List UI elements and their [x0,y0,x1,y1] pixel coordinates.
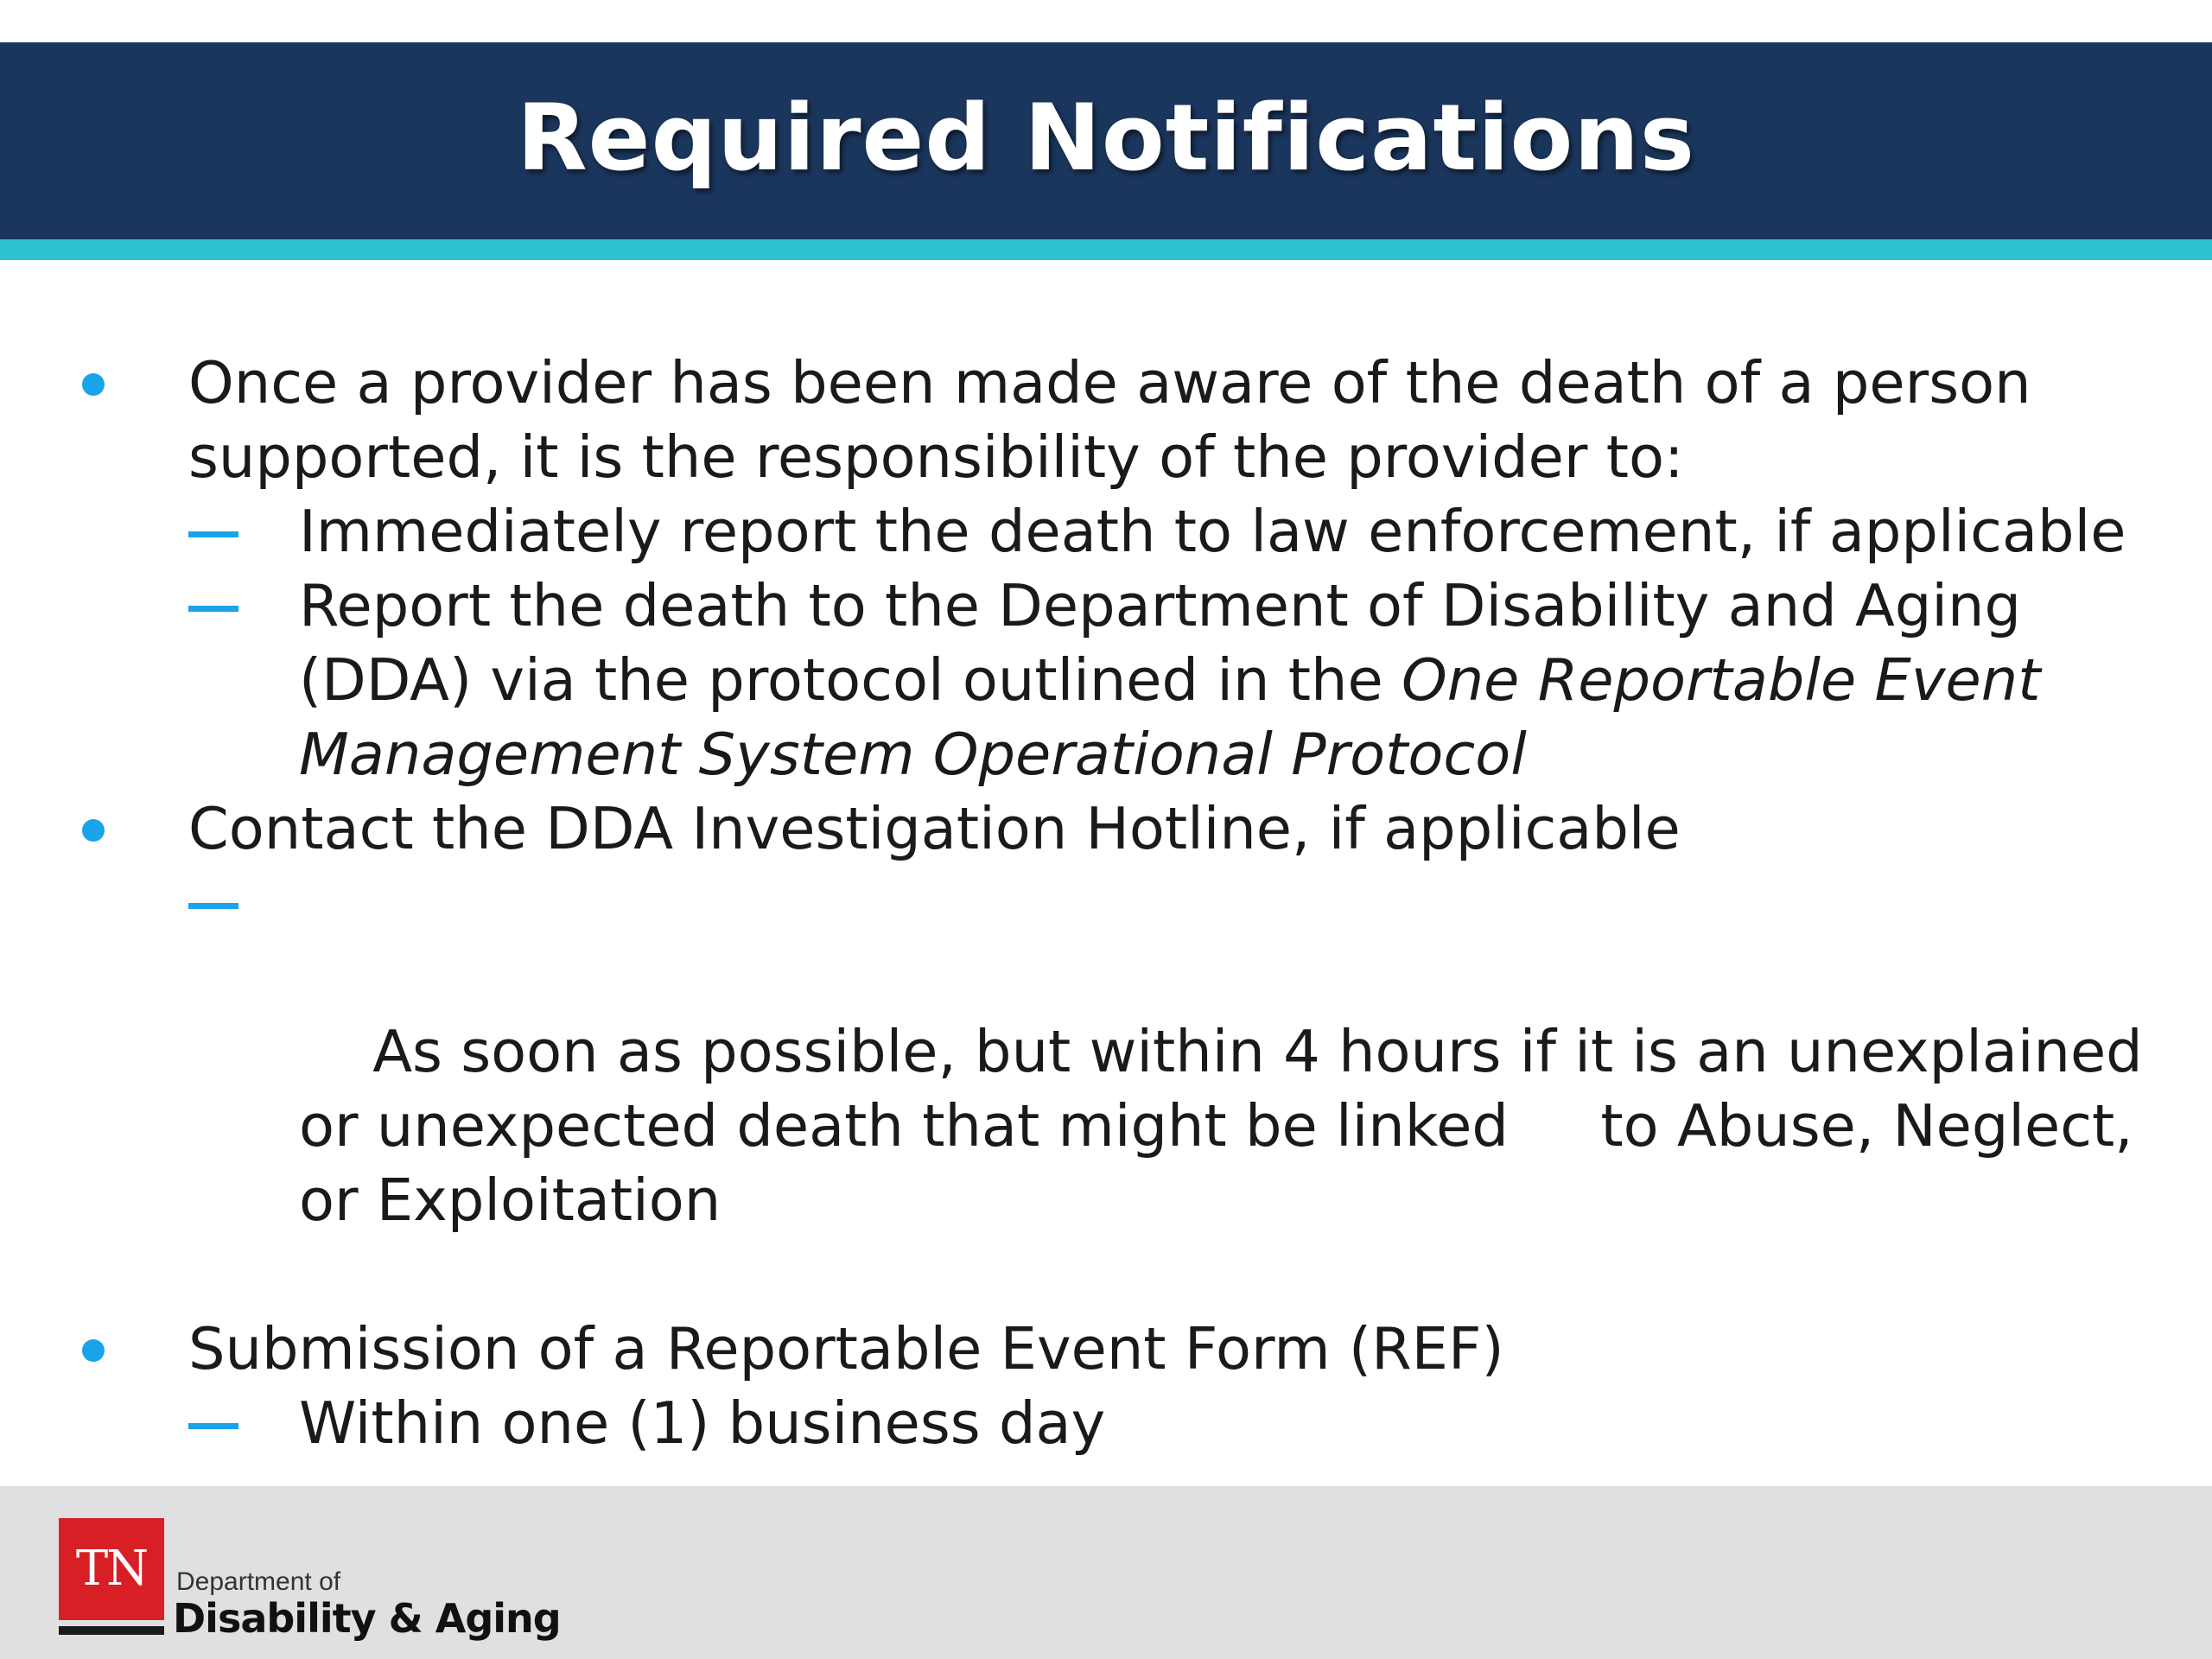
bullet-dot-icon [82,819,105,842]
sub-item-text: Report the death to the Department of Disability and Aging (DDA) via the protocol outlined in the [299,572,2021,714]
slide-title: Required Notifications [517,84,1695,191]
bullet-text: Contact the DDA Investigation Hotline, if applicable [188,795,1681,862]
dash-bullet-icon [188,903,238,909]
sub-item-text: As soon as possible, but within 4 hours if it is an unexplained or unexpected death that might be linked to Abuse, Neglect, or Exploitation [299,1018,2162,1234]
title-accent-rule [0,239,2212,260]
dash-bullet-icon [188,1423,238,1429]
sub-item-1-1 [0,494,2212,569]
dept-name-label: Disability & Aging [173,1595,561,1642]
sub-item-text: Immediately report the death to law enforcement, if applicable [299,498,2126,565]
title-bar [0,42,2212,239]
dept-of-label: Department of [176,1567,341,1596]
sub-item-3-1 [0,1386,2212,1460]
tn-logo-underline [59,1626,164,1635]
bullet-text: Submission of a Reportable Event Form (REF) [188,1315,1504,1382]
bullet-dot-icon [82,373,105,396]
dash-bullet-icon [188,531,238,537]
bullet-item-3 [0,1312,2212,1386]
sub-item-1-2 [0,569,2212,791]
bullet-dot-icon [82,1339,105,1362]
sub-item-2-1 [0,866,2212,1312]
sub-item-text: Within one (1) business day [299,1389,1106,1457]
protocol-title: One Reportable Event Management System Operational Protocol [299,646,2041,788]
tn-logo: TN [59,1518,164,1620]
bullet-item-2 [0,791,2212,866]
slide-content [0,346,2212,1460]
dash-bullet-icon [188,606,238,612]
bullet-text: Once a provider has been made aware of the death of a person supported, it is the responsibility of the provider to: [188,349,2031,491]
bullet-item-1 [0,346,2212,494]
